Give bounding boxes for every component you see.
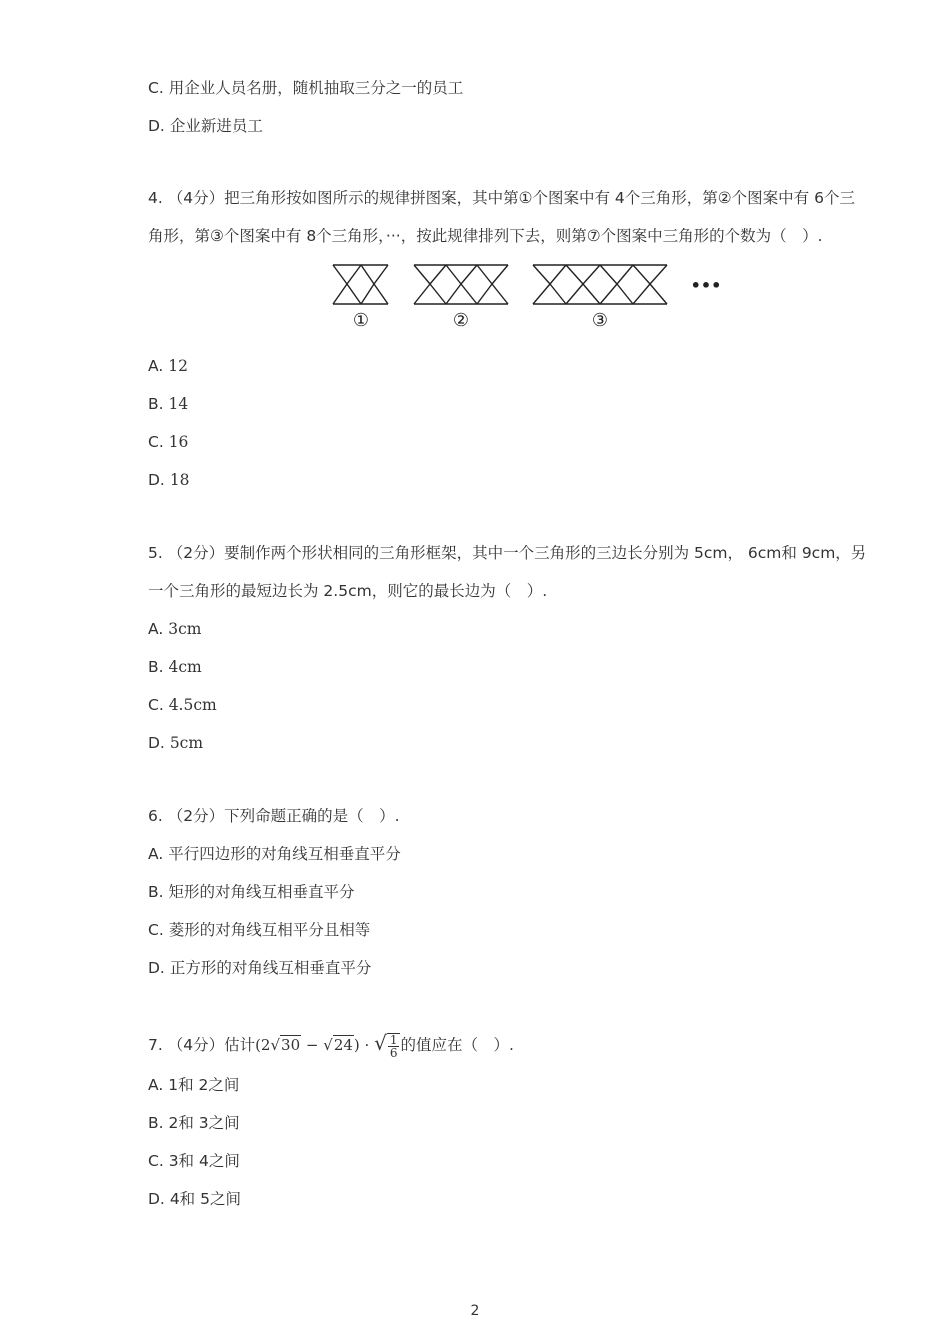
page-number: 2 — [470, 1303, 480, 1319]
q5-option-b: B. 4cm — [148, 658, 202, 676]
figure-label-2: ② — [452, 310, 470, 331]
figure-label-1: ① — [352, 310, 370, 331]
q7-fraction: $\frac{1}{6}$ — [387, 1033, 401, 1059]
q5-option-a: A. 3cm — [148, 620, 202, 638]
q5-stem-line1: 5. （2分）要制作两个形状相同的三角形框架，其中一个三角形的三边长分别为 5cm， 6cm和 9cm，另 — [148, 544, 867, 562]
q3-option-c: C. 用企业人员名册，随机抽取三分之一的员工 — [148, 79, 464, 97]
pattern-2 — [414, 265, 508, 304]
q4-option-c: C. 16 — [148, 433, 189, 451]
q6-option-a: A. 平行四边形的对角线互相垂直平分 — [148, 845, 401, 863]
q7-stem: 7. （4分）估计(2√30 − √24) · √ $\frac{1}{6}$ 的值应在（ ）. — [148, 1031, 514, 1060]
pattern-3 — [533, 265, 667, 304]
q7-option-a: A. 1和 2之间 — [148, 1076, 240, 1094]
q7-option-b: B. 2和 3之间 — [148, 1114, 240, 1132]
figure-ellipsis: ••• — [690, 276, 722, 295]
figure-label-3: ③ — [591, 310, 609, 331]
q4-option-d: D. 18 — [148, 471, 190, 489]
q7-option-c: C. 3和 4之间 — [148, 1152, 240, 1170]
triangle-pattern-figure — [330, 262, 730, 334]
q5-option-d: D. 5cm — [148, 734, 204, 752]
q3-option-d: D. 企业新进员工 — [148, 117, 263, 135]
q6-option-d: D. 正方形的对角线互相垂直平分 — [148, 959, 372, 977]
q4-option-b: B. 14 — [148, 395, 189, 413]
q6-stem: 6. （2分）下列命题正确的是（ ）. — [148, 807, 400, 825]
q6-option-b: B. 矩形的对角线互相垂直平分 — [148, 883, 355, 901]
q4-stem-line1: 4. （4分）把三角形按如图所示的规律拼图案，其中第①个图案中有 4个三角形，第②个图案中有 6个三 — [148, 189, 855, 207]
q4-option-a: A. 12 — [148, 357, 188, 375]
q4-stem-line2: 角形，第③个图案中有 8个三角形，···，按此规律排列下去，则第⑦个图案中三角形的个数为（ ）. — [148, 227, 823, 245]
q7-option-d: D. 4和 5之间 — [148, 1190, 241, 1208]
q5-option-c: C. 4.5cm — [148, 696, 217, 714]
q5-stem-line2: 一个三角形的最短边长为 2.5cm，则它的最长边为（ ）. — [148, 582, 548, 600]
q6-option-c: C. 菱形的对角线互相平分且相等 — [148, 921, 371, 939]
pattern-1 — [333, 265, 388, 304]
q7-expression: (2√30 − √24) · √ $\frac{1}{6}$ — [255, 1036, 400, 1054]
